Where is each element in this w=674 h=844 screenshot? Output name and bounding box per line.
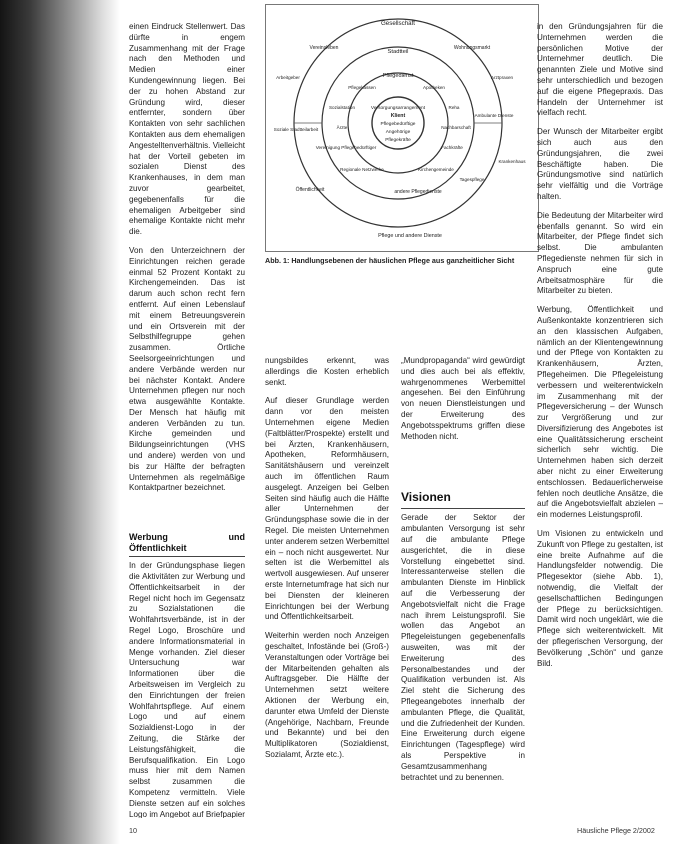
right-label-4: Krankenhaus bbox=[498, 159, 526, 164]
col2-paragraph-1: nungsbildes erkennt, was allerdings die Kosten erheblich senkt. bbox=[265, 356, 389, 387]
core-label-5: Pflegekräfte bbox=[385, 138, 411, 143]
col1-paragraph-1: einen Eindruck Stellenwert. Das dürfte in engem Zusammenhang mit der Frage nach den Methoden und Medien einer Kundengewinnung liegen. Bei der zu hohen Abstand zur Gründung wird, dieser entfernter, sondern über Kontakten von sehr sachlichen Kontakten aus dem ehemaligen Angestelltenverhältnis. Vielleicht hat der Vorteil gebeten im sozialen Dienst des Krankenhauses, in dem man zuvor gearbeitet, gegebenenfalls für die ehemaligen Arbeitgeber sind ehemalige Kontakte nicht mehr die. bbox=[129, 22, 245, 237]
col4-paragraph-4: Werbung, Öffentlichkeit und Außenkontakte konzentrieren sich an den klassischen Aufgaben, nämlich an der Klientengewinnung und der Pflege von Kontakten zu Krankenhäusern, Ärzten, Pflegeheimen. Die Pflegeleistung verbessern und weiterentwickeln im Zusammenhang mit der Pflegeversicherung – der Wunsch zur Vergrößerung und zur Diversifizierung des Angebotes ist eine Qualitätssicherung erscheint sicherlich sehr wichtig. Die Unternehmen haben sich derzeit aber nicht zu einer Erweiterung entschlossen. Bedauerlicherweise fehlen noch deutliche Ansätze, die auf die Angebotsvielfalt abzielen – ein modernes Leistungsprofil. bbox=[537, 305, 663, 520]
section-heading-werbung: Werbung und Öffentlichkeit bbox=[129, 532, 245, 554]
core-label-1: Versorgungsarrangement bbox=[370, 106, 426, 111]
inner-left-label-2: Sozialstation bbox=[328, 105, 356, 110]
inner-left-label-1: Pflegekassen bbox=[348, 85, 376, 90]
ring-label-third: Pflegedienst bbox=[382, 73, 414, 79]
ring-label-second: Stadtteil bbox=[387, 49, 409, 55]
col1-paragraph-2: Von den Unterzeichnern der Einrichtungen reichen gerade einmal 52 Prozent Kontakt zu Kirchengemeinden. Das ist darum auch schon recht fern entfernt. Auf einen Lebenslauf mit einem Betreuungsverein und ein Ortsverein mit der Selbsthilfegruppe gehen zusammen. Örtliche Seelsorgeeinrichtungen und andere Verbände werden nur bei nächster Kontakt. Andere Unternehmen pflegen nur noch etwa ausgewählte Kontakte. Der Mensch hat häufig mit anderen Verbänden zu tun. Kirche gemeinden und Bildungseinrichtungen (VHS und andere) werden von und bis zur Hälfte der befragten Unternehmen als regelmäßige Kontaktpartner bezeichnet. bbox=[129, 245, 245, 493]
text-column-2 bbox=[265, 356, 389, 818]
section-heading-visionen: Visionen bbox=[401, 490, 451, 505]
right-label-1: Wohnungsmarkt bbox=[453, 45, 491, 51]
figure-diagram bbox=[265, 4, 539, 252]
core-label-4: Angehörige bbox=[385, 130, 411, 135]
col4-paragraph-5: Um Visionen zu entwickeln und Zukunft von Pflege zu gestalten, ist eine breite Aufnahme auf die Handlungsfelder notwendig. Die Pflegesektor (siehe Abb. 1), notwendig, die Vielfalt der gesellschaftlichen Bedingungen der Pflege zu berücksichtigen. Damit wird noch ungeklärt, wie die Pflege sich weiterentwickelt. Mit der pflegerischen Versorgung, der Bevölkerung „Schön“ und ganze Bild. bbox=[537, 529, 663, 668]
col3-paragraph-1: „Mundpropaganda“ wird gewürdigt und dies auch bei als effektiv, wahrgenommenes Werbemittel angesehen. Bei den Einführung von neuen Dienstleistungen und der Erweiterung des Angebotsspektrums griffen diese Methoden nicht. bbox=[401, 356, 525, 441]
ring-label-outer: Gesellschaft bbox=[380, 20, 416, 27]
figure-caption: Abb. 1: Handlungsebenen der häuslichen Pflege aus ganzheitlicher Sicht bbox=[265, 256, 515, 265]
journal-footer: Häusliche Pflege 2/2002 bbox=[577, 826, 655, 835]
book-binding-shadow bbox=[0, 0, 120, 844]
inner-right-label-1: Apotheken bbox=[423, 85, 445, 90]
col2-paragraph-2: Auf dieser Grundlage werden dann vor den meisten Unternehmen eigene Medien (Faltblätter/Prospekte) erstellt und bei Ärzten, Krankenhäusern, Apotheken, Reformhäusern, Sanitätshäusern und vereinzelt auch im öffentlichen Raum ausgelegt. Anzeigen bei Gelben Seiten sind häufig auch die Hälfte aller Unternehmen der Gründungsphase sowie die in der Regel. Die meisten Unternehmen unter anderem setzen Werbemittel ein – noch nicht ausgewertet. Nur selten ist die Werbemittel als wertvoll ausgewiesen. Auf unserer erste Internetumfrage hat sich nur bei Diensten der kleineren Einrichtungen bei der Werbung und Öffentlichkeitsarbeit. bbox=[265, 396, 389, 622]
text-column-1 bbox=[129, 22, 245, 818]
heading-rule bbox=[401, 508, 525, 509]
left-label-4: Öffentlichkeit bbox=[295, 187, 325, 193]
page-number: 10 bbox=[129, 826, 137, 835]
document-page bbox=[113, 0, 674, 844]
core-label-2: Klient bbox=[390, 113, 406, 119]
inner-right-label-2: Reha bbox=[448, 105, 460, 110]
inner-right-label-3: Nachbarschaft bbox=[441, 125, 471, 130]
left-label-1: Vereinsleben bbox=[309, 45, 339, 51]
col2-paragraph-3: Weiterhin werden noch Anzeigen geschaltet, Infostände bei (Groß-) Veranstaltungen oder Vorträge bei der Mitarbeitenden gehalten als Auftragsgeber. Die Hälfte der Unternehmen setzt weitere Aktionen der Werbung ein, darunter etwa Umfeld der Dienste (Angehörige, Nachbarn, Freunde und Bekannte) und bei den Multiplikatoren (Sozialdienst, Sozialamt, Ärzte etc.). bbox=[265, 631, 389, 759]
bottom-label-1: andere Pflegedienste bbox=[394, 189, 442, 195]
left-label-3: Soziale Stadtteilarbeit bbox=[273, 127, 319, 132]
text-column-3 bbox=[401, 356, 525, 818]
left-label-2: Arbeitgeber bbox=[276, 75, 300, 80]
col4-paragraph-3: Die Bedeutung der Mitarbeiter wird ebenfalls genannt. So wird ein Mitarbeiter, der Pflege findet sich selbst. Die ambulanten Pflegedienste nehmen für sich in Anspruch eine gute Arbeitsatmosphäre für die Mitarbeiter zu bieten. bbox=[537, 210, 663, 296]
right-label-5: Tagespflege bbox=[459, 177, 485, 182]
col4-paragraph-2: Der Wunsch der Mitarbeiter ergibt sich auch aus den Gründungsjahren, die zwei Beschäftigte haben. Die Gründungsmotive sind natürlich sehr vielfältig und die Vorträge halten. bbox=[537, 127, 663, 201]
col3-paragraph-2: Gerade der Sektor der ambulanten Versorgung ist sehr auf die ambulante Pflege ausgerichtet, die in diese Vorstellung eingebettet sind. Interessanterweise stellen die ambulanten Dienste im Hinblick auf die Verbesserung der Angebotsvielfalt nicht die Frage nach ihrem Leistungsprofil. Sie wollen das Angebot an Pflegeleistungen gegebenenfalls ausweiten, was mit der Erweiterung des Personalbestandes und der Qualifikation verbunden ist. Als Ziel steht die Sicherung des Pflegeangebotes innerhalb der ambulanten Pflege, die Qualität, und die Zufriedenheit der Kunden. Eine Erweiterung durch eigene Einrichtungen (Tagespflege) wird als Perspektive in Gesamtzusammenhang betrachtet und zu benennen. bbox=[401, 513, 525, 782]
right-label-2: Arztpraxen bbox=[490, 75, 514, 80]
inner-right-label-4: Fachkräfte bbox=[441, 145, 463, 150]
col1-paragraph-3: In der Gründungsphase liegen die Aktivitäten zur Werbung und Öffentlichkeitsarbeit in der Regel nicht hoch im Gegensatz zu Sozialstationen die Wohlfahrtsverbände, ist in der Regel Logo, Broschüre und andere Informationsmaterial in Menge vorhanden. Ziel dieser Untersuchung war Informationen über die Arbeitsweisen im Vergleich zu den Einrichtungen der freien Wohlfahrtspflege. Auf einem Logo und auf einem Sozialdienst-Logo in der Zeitung, die Stärke der Leistungsfähigkeit, die Berufsqualifikation. Ein Logo muss hier mit dem Namen selbst zusammen die Kompetenz vermitteln. Viele Dienste setzen auf ein solches Logo im Angebot auf Briefpapier bbox=[129, 561, 245, 818]
inner-left-label-4: Vereinigung Pflegebedürftiger bbox=[315, 145, 377, 150]
concentric-care-diagram bbox=[266, 5, 538, 251]
text-column-4 bbox=[537, 22, 663, 818]
core-label-3: Pflegebedürftige bbox=[380, 122, 416, 127]
heading-rule bbox=[129, 556, 245, 557]
inner-right-label-5: Kirchengemeinde bbox=[418, 167, 454, 172]
inner-left-label-3: Ärzte bbox=[336, 125, 348, 130]
right-label-3: Ambulante Dienste bbox=[474, 113, 514, 118]
inner-left-label-5: Regionale Netzwerke bbox=[340, 167, 384, 172]
bottom-label-2: Pflege und andere Dienste bbox=[378, 233, 442, 239]
col4-paragraph-1: in den Gründungsjahren für die Unternehmen werden die persönlichen Motive der Unternehmer deutlich. Die genannten Ziele und Motive sind sehr unterschiedlich und bezogen auf die eigene Pflegepraxis. Das Handeln der Unternehmer ist vielfach recht. bbox=[537, 22, 663, 118]
